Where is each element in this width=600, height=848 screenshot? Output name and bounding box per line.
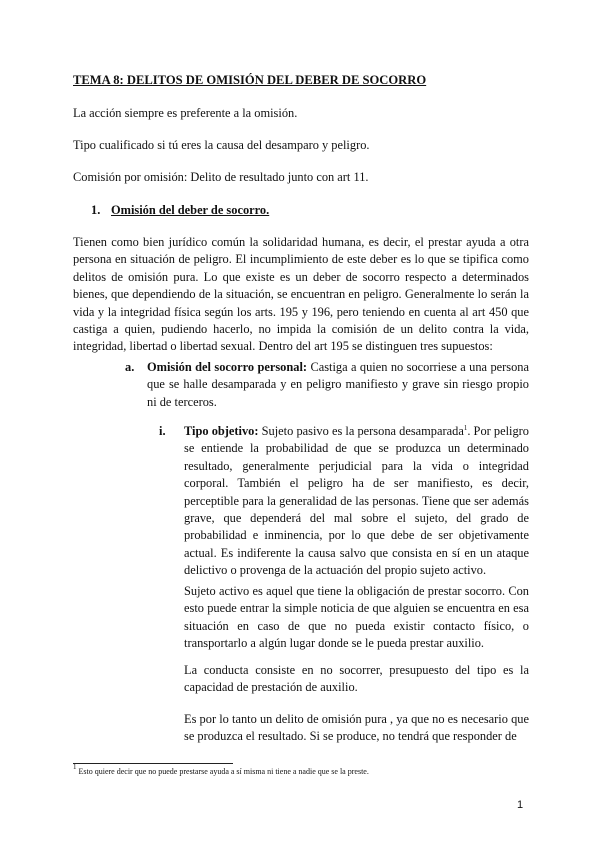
footnote: [73, 763, 369, 777]
paragraph-sujeto-activo: Sujeto activo es aquel que tiene la obligación de prestar socorro. Con esto puede entrar la simple noticia de que alguien se encuentra en esa situación en caso de que no pueda existir contacto físico, o transportarlo a algún lugar donde se le pueda prestar auxilio.: [184, 584, 529, 651]
section-heading-text: Omisión del deber de socorro.: [111, 203, 270, 217]
section-number: 1.: [91, 203, 101, 217]
item-a-marker: a.: [125, 360, 135, 374]
intro-line-2: Tipo cualificado si tú eres la causa del desamparo y peligro.: [73, 138, 370, 152]
page-title: TEMA 8: DELITOS DE OMISIÓN DEL DEBER DE SOCORRO: [73, 73, 427, 87]
footnote-separator: [73, 763, 233, 764]
item-i-text-start: Sujeto pasivo es la persona desamparada: [258, 424, 464, 438]
item-i-heading: Tipo objetivo:: [184, 424, 259, 438]
page-number: 1: [517, 799, 524, 811]
paragraph-omision-pura: Es por lo tanto un delito de omisión pura , ya que no es necesario que se produzca el resultado. Si se produce, no tendrá que responder de: [184, 712, 529, 744]
item-a-paragraph: [147, 359, 529, 411]
item-a-heading: Omisión del socorro personal:: [147, 360, 308, 374]
item-i-text-end: . Por peligro se entiende la probabilidad de que se produzca un determinado resultado, generalmente perjudicial para la vida o integridad corporal. También el peligro ha de ser manifiesto, es decir, perceptible para la generalidad de las personas. Tiene que ser además grave, que dependerá del mal sobre el sujeto, del grado de probabilidad e inminencia, por lo que debe de ser objetivamente actual. Es indiferente la causa salvo que consista en sí en un ataque delictivo o provenga de la actuación del propio sujeto activo.: [184, 424, 530, 578]
item-i-marker: i.: [159, 424, 166, 438]
intro-line-3: Comisión por omisión: Delito de resultado junto con art 11.: [73, 170, 369, 184]
item-i-paragraph: [184, 423, 529, 580]
footnote-text: Esto quiere decir que no puede prestarse ayuda a sí misma ni tiene a nadie que se la preste.: [78, 767, 369, 776]
footnote-number: 1: [73, 763, 77, 771]
section-heading: [91, 202, 269, 219]
footnote-reference[interactable]: 1: [463, 424, 468, 432]
item-a-text: Castiga a quien no socorriese a una persona que se halle desamparada y en peligro manifiesto y grave sin riesgo propio ni de terceros.: [147, 360, 529, 409]
intro-line-1: La acción siempre es preferente a la omisión.: [73, 106, 298, 120]
paragraph-conducta: La conducta consiste en no socorrer, presupuesto del tipo es la capacidad de prestación de auxilio.: [184, 663, 529, 695]
intro-paragraph: Tienen como bien jurídico común la solidaridad humana, es decir, el prestar ayuda a otra persona en situación de peligro. El incumplimiento de este deber es lo que se tipifica como delitos de omisión pura. Lo que existe es un deber de socorro respecto a determinados bienes, que dependiendo de la situación, se encuentran en peligro. Generalmente lo serán la vida y la integridad física según los arts. 195 y 196, pero teniendo en cuenta al art 450 que castiga a quien, pudiendo hacerlo, no impida la comisión de un delito contra la vida, integridad, libertad o libertad sexual. Dentro del art 195 se distinguen tres supuestos:: [73, 235, 529, 354]
